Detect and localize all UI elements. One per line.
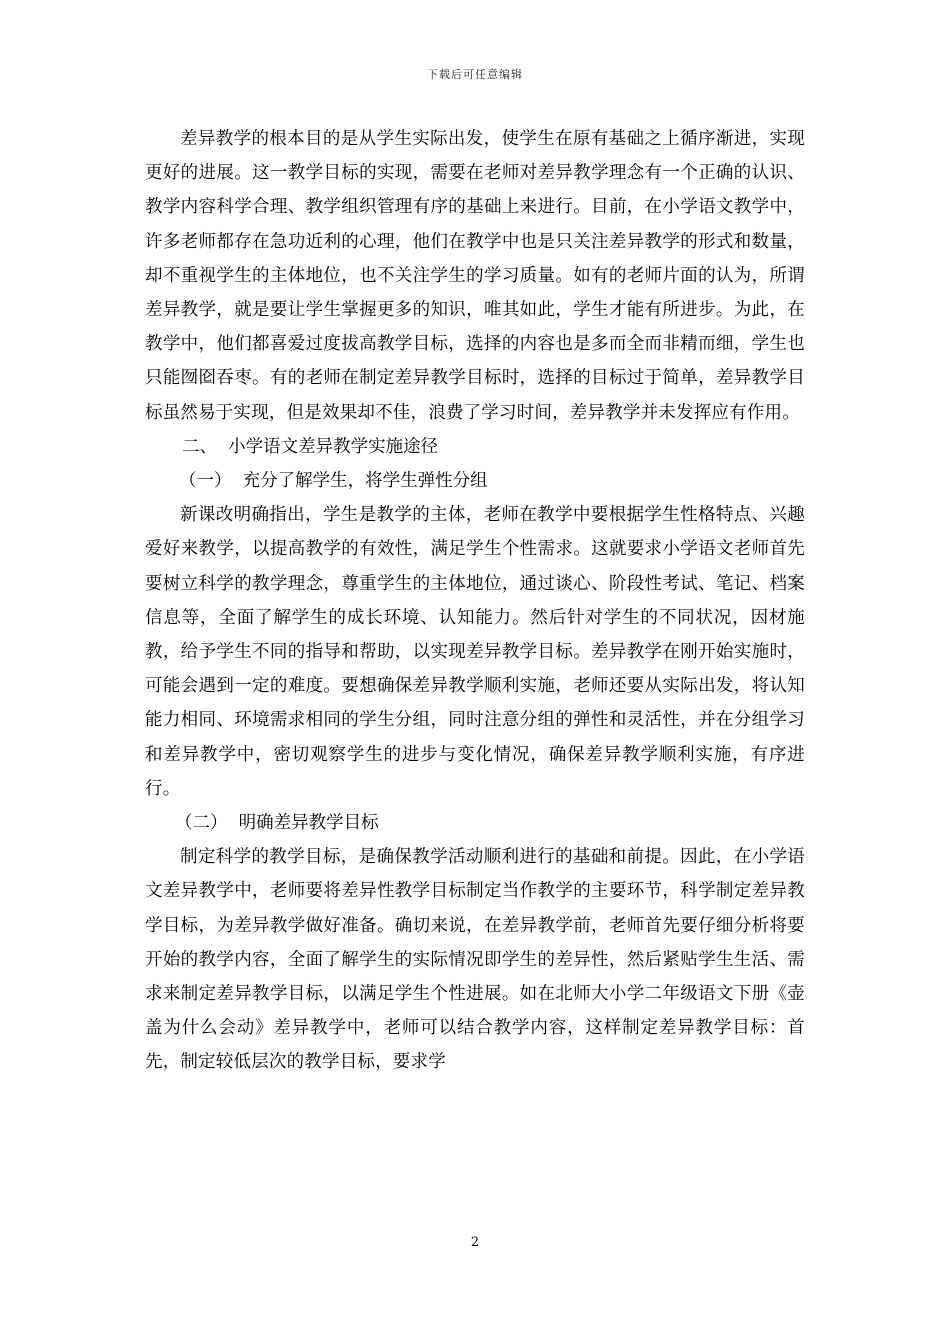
document-body (145, 122, 805, 1080)
subsection-heading-know-students: （一） 充分了解学生，将学生弹性分组 (179, 471, 488, 492)
paragraph-set-teaching-goals: 制定科学的教学目标，是确保教学活动顺利进行的基础和前提。因此，在小学语文差异教学中，老师要将差异性教学目标制定当作教学的主要环节，科学制定差异教学目标，为差异教学做好准备。确切来说，在差异教学前，老师首先要仔细分析将要开始的教学内容，全面了解学生的实际情况即学生的差异性，然后紧贴学生生活、需求来制定差异教学目标，以满足学生个性进展。如在北师大小学二年级语文下册《壶盖为什么会动》差异教学中，老师可以结合教学内容，这样制定差异教学目标：首先，制定较低层次的教学目标，要求学 (145, 847, 805, 1073)
paragraph-flexible-grouping: 新课改明确指出，学生是教学的主体，老师在教学中要根据学生性格特点、兴趣爱好来教学，以提高教学的有效性，满足学生个性需求。这就要求小学语文老师首先要树立科学的教学理念，尊重学生的主体地位，通过谈心、阶段性考试、笔记、档案信息等，全面了解学生的成长环境、认知能力。然后针对学生的不同状况，因材施教，给予学生不同的指导和帮助，以实现差异教学目标。差异教学在刚开始实施时，可能会遇到一定的难度。要想确保差异教学顺利实施，老师还要从实际出发，将认知能力相同、环境需求相同的学生分组，同时注意分组的弹性和灵活性，并在分组学习和差异教学中，密切观察学生的进步与变化情况，确保差异教学顺利实施，有序进行。 (145, 505, 805, 799)
page-header: 下载后可任意编辑 (427, 68, 523, 81)
subsection-heading-teaching-goals: （二） 明确差异教学目标 (175, 813, 379, 834)
paragraph-goal-of-differentiated-teaching: 差异教学的根本目的是从学生实际出发，使学生在原有基础之上循序渐进，实现更好的进展。这一教学目标的实现，需要在老师对差异教学理念有一个正确的认识、教学内容科学合理、教学组织管理有序的基础上来进行。目前，在小学语文教学中，许多老师都存在急功近利的心理，他们在教学中也是只关注差异教学的形式和数量，却不重视学生的主体地位，也不关注学生的学习质量。如有的老师片面的认为，所谓差异教学，就是要让学生掌握更多的知识，唯其如此，学生才能有所进步。为此，在教学中，他们都喜爱过度拔高教学目标，选择的内容也是多而全而非精而细，学生也只能囫囵吞枣。有的老师在制定差异教学目标时，选择的目标过于简单，差异教学目标虽然易于实现，但是效果却不佳，浪费了学习时间，差异教学并未发挥应有作用。 (145, 129, 805, 423)
page-number: 2 (470, 1235, 480, 1250)
section-heading-implementation: 二、 小学语文差异教学实施途径 (182, 436, 439, 457)
